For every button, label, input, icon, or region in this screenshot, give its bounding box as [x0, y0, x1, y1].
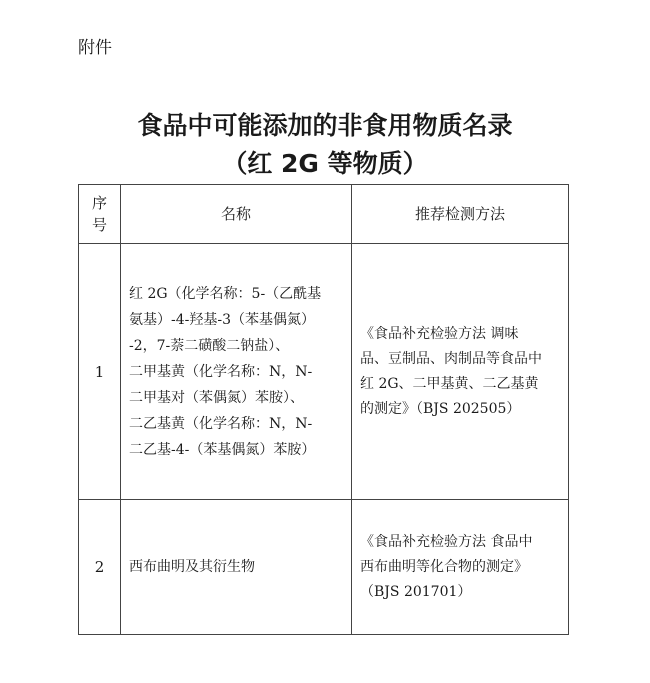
row-number: 2: [79, 500, 121, 635]
table-row: [79, 500, 569, 635]
table-header-row: [79, 185, 569, 244]
substance-table: [78, 184, 569, 635]
substance-name-line: -2，7-萘二磺酸二钠盐）、: [129, 337, 290, 354]
detection-method-cell: [352, 500, 569, 635]
header-serial-number-line-2: 号: [91, 216, 107, 234]
detection-method-line: 《食品补充检验方法 食品中: [360, 533, 533, 550]
detection-method-line: 的测定》（BJS 202505）: [360, 400, 521, 417]
header-detection-method: 推荐检测方法: [352, 185, 569, 244]
attachment-label: 附件: [78, 38, 112, 58]
title-line-1: 食品中可能添加的非食用物质名录: [137, 111, 513, 140]
substance-name-line: 二乙基黄（化学名称：N，N-: [129, 415, 313, 432]
header-name: 名称: [121, 185, 352, 244]
substance-name-line: 二乙基-4-（苯基偶氮）苯胺）: [129, 441, 316, 458]
substance-name-line: 西布曲明及其衍生物: [129, 559, 255, 575]
substance-name-line: 二甲基黄（化学名称：N，N-: [129, 363, 313, 380]
detection-method-line: 红 2G、二甲基黄、二乙基黄: [360, 375, 539, 392]
header-serial-number-line-1: 序: [91, 194, 107, 212]
detection-method-line: 西布曲明等化合物的测定》: [360, 558, 528, 575]
table-row: [79, 244, 569, 500]
detection-method-line: 《食品补充检验方法 调味: [360, 325, 519, 342]
substance-name-cell: [121, 244, 352, 500]
document-title: [0, 107, 650, 183]
detection-method-line: （BJS 201701）: [360, 583, 472, 600]
title-line-2: （红 2G 等物质）: [222, 149, 428, 178]
header-serial-number: [79, 185, 121, 244]
detection-method-cell: [352, 244, 569, 500]
substance-name-line: 红 2G（化学名称：5-（乙酰基: [129, 285, 322, 302]
substance-name-line: 二甲基对（苯偶氮）苯胺）、: [129, 389, 304, 406]
substance-name-cell: [121, 500, 352, 635]
substance-name-line: 氨基）-4-羟基-3（苯基偶氮）: [129, 311, 316, 328]
row-number: 1: [79, 244, 121, 500]
detection-method-line: 品、豆制品、肉制品等食品中: [360, 350, 542, 367]
